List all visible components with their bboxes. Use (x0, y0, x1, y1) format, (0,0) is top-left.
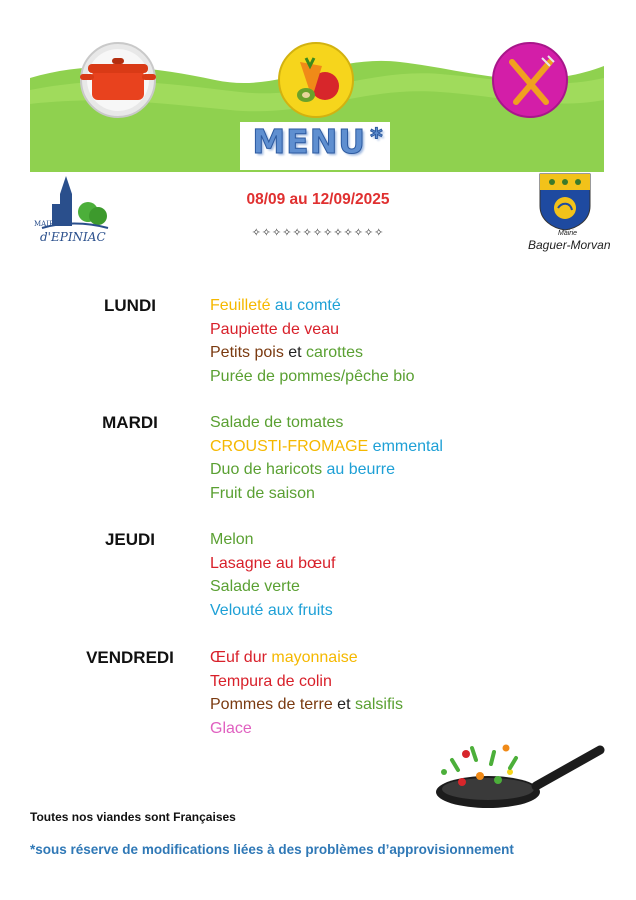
logo-epiniac-line2: d'EPINIAC (40, 230, 106, 244)
dish-line (210, 554, 335, 574)
frying-pan-vegetables-icon (432, 742, 608, 816)
logo-baguer-line2: Baguer-Morvan (528, 238, 611, 252)
day-label-1: MARDI (102, 413, 158, 432)
dish-segment: Petits pois (210, 344, 284, 361)
day-label-2: JEUDI (104, 530, 156, 549)
dish-line (210, 601, 333, 621)
cooking-pot-icon (80, 43, 156, 117)
dish-line (210, 343, 363, 363)
dish-segment: Glace (210, 719, 252, 737)
day-label-3: VENDREDI (86, 648, 174, 667)
dish-line (210, 367, 415, 387)
dish-line (210, 413, 343, 433)
dish-segment: et (283, 344, 307, 361)
dish-segment: emmental (368, 437, 443, 455)
menu-title-text: MENU (252, 122, 367, 161)
logo-baguer-morvan (528, 172, 610, 258)
footer-note: Toutes nos viandes sont Françaises (30, 810, 236, 824)
fruits-vegetables-icon (279, 43, 353, 117)
day-label-0: LUNDI (104, 296, 156, 315)
dish-segment: Œuf dur (210, 649, 267, 666)
dish-segment: Purée de pommes/pêche bio (210, 367, 415, 385)
dish-line (210, 530, 254, 550)
decorative-separator: ✧✧✧✧✧✧✧✧✧✧✧✧✧ (251, 227, 385, 239)
dish-line (210, 460, 395, 480)
dish-segment: mayonnaise (266, 649, 358, 666)
dish-segment: Duo de haricots (210, 461, 323, 478)
date-range: 08/09 au 12/09/2025 (246, 191, 390, 208)
menu-title-asterisk: * (370, 123, 384, 151)
dish-segment: et (332, 696, 355, 713)
dish-line (210, 296, 341, 316)
cutlery-icon (493, 43, 567, 117)
dish-segment: Salade de tomates (210, 414, 344, 431)
dish-segment: CROUSTI-FROMAGE (210, 437, 369, 455)
dish-segment: au beurre (322, 461, 395, 478)
dish-segment: au comté (270, 297, 341, 314)
dish-segment: Velouté aux fruits (210, 601, 333, 619)
dish-line (210, 672, 332, 692)
dish-segment: salsifis (354, 696, 403, 713)
dish-segment: Lasagne au bœuf (210, 554, 336, 572)
dish-line (210, 648, 358, 668)
dish-line (210, 437, 443, 457)
footer-disclaimer: *sous réserve de modifications liées à des problèmes d’approvisionnement (30, 842, 514, 857)
dish-segment: Salade verte (210, 578, 300, 595)
dish-segment: Paupiette de veau (210, 320, 339, 338)
dish-segment: Pommes de terre (210, 696, 333, 713)
dish-line (210, 577, 300, 597)
dish-line (210, 320, 339, 340)
dish-line (210, 484, 315, 504)
dish-segment: Feuilleté (210, 297, 271, 314)
dish-segment: Melon (210, 531, 254, 548)
dish-segment: carottes (306, 344, 363, 361)
logo-epiniac (28, 172, 114, 252)
dish-line (210, 719, 252, 739)
dish-segment: Tempura de colin (210, 672, 332, 690)
dish-line (210, 695, 403, 715)
dish-segment: Fruit de saison (210, 484, 315, 502)
logo-epiniac-line1: MAIRIE (34, 220, 63, 228)
logo-baguer-line1: Mairie (558, 230, 578, 237)
menu-title (0, 122, 636, 161)
